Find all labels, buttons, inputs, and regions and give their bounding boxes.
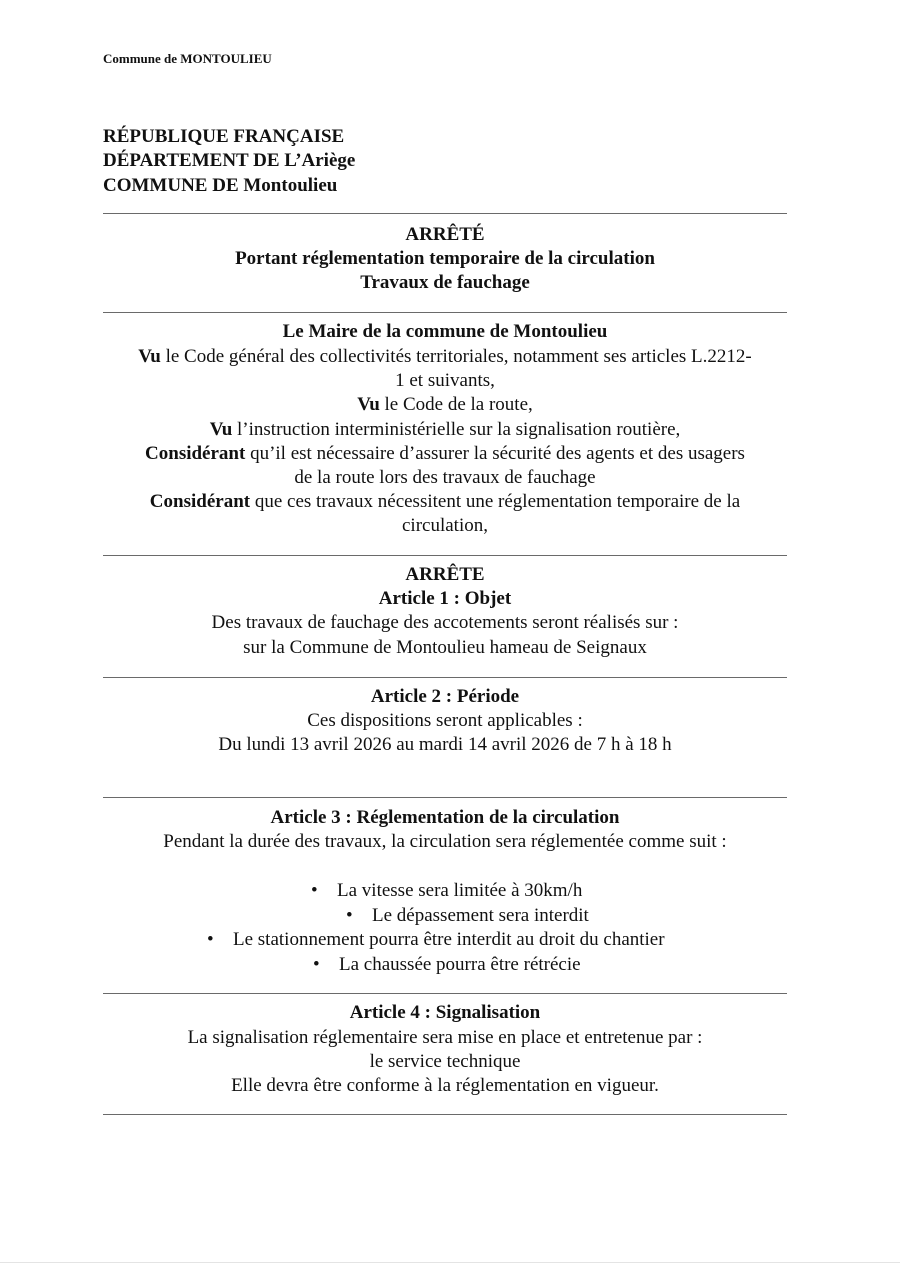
commune-line: COMMUNE DE Montoulieu <box>103 175 338 196</box>
vu-cgct-cont: 1 et suivants, <box>395 370 495 391</box>
article3-line1: Pendant la durée des travaux, la circulation sera réglementée comme suit : <box>163 831 727 852</box>
considerant-keyword: Considérant <box>145 443 246 464</box>
bullet-icon: • <box>311 880 318 901</box>
list-item: • Le dépassement sera interdit <box>346 905 589 926</box>
bullet-icon: • <box>207 929 214 950</box>
considerant-keyword: Considérant <box>149 491 251 512</box>
article4-line2: le service technique <box>369 1051 521 1072</box>
article2-title: Article 2 : Période <box>370 686 520 707</box>
vu-cgct <box>103 345 787 369</box>
considerant-reglementation <box>103 490 787 514</box>
arrete-subject: Portant réglementation temporaire de la circulation <box>235 248 655 269</box>
mayor-line: Le Maire de la commune de Montoulieu <box>282 321 608 342</box>
vu-keyword: Vu <box>357 394 380 415</box>
department-line: DÉPARTEMENT DE L’Ariège <box>103 150 356 171</box>
list-item: • La vitesse sera limitée à 30km/h <box>311 880 583 901</box>
divider <box>103 993 787 994</box>
bullet-icon: • <box>313 954 320 975</box>
divider <box>103 797 787 798</box>
vu-code-route-text: le Code de la route, <box>379 394 533 415</box>
vu-cgct-text: le Code général des collectivités territoriales, notamment ses articles L.2212- <box>160 346 752 367</box>
arrete-title: ARRÊTÉ <box>405 224 485 245</box>
vu-instruction <box>103 418 787 442</box>
decision-title: ARRÊTE <box>405 564 485 585</box>
vu-keyword: Vu <box>209 419 233 440</box>
article2-line2: Du lundi 13 avril 2026 au mardi 14 avril 2026 de 7 h à 18 h <box>218 734 672 755</box>
article4-line3: Elle devra être conforme à la réglementation en vigueur. <box>231 1075 659 1096</box>
divider <box>103 213 787 214</box>
divider <box>103 1114 787 1115</box>
divider <box>103 677 787 678</box>
divider <box>103 312 787 313</box>
list-item: • Le stationnement pourra être interdit au droit du chantier <box>207 929 665 950</box>
republic-line: RÉPUBLIQUE FRANÇAISE <box>103 126 345 147</box>
article1-line2: sur la Commune de Montoulieu hameau de Seignaux <box>243 637 647 658</box>
article1-title: Article 1 : Objet <box>378 588 512 609</box>
considerant-reglementation-cont: circulation, <box>402 515 488 536</box>
list-item: • La chaussée pourra être rétrécie <box>313 954 581 975</box>
considerant-securite <box>103 442 787 466</box>
vu-keyword: Vu <box>138 346 161 367</box>
article1-line1: Des travaux de fauchage des accotements seront réalisés sur : <box>211 612 679 633</box>
commune-header: Commune de MONTOULIEU <box>103 51 272 66</box>
article4-title: Article 4 : Signalisation <box>349 1002 541 1023</box>
article2-line1: Ces dispositions seront applicables : <box>307 710 583 731</box>
arrete-work: Travaux de fauchage <box>360 272 530 293</box>
bullet-icon: • <box>346 905 353 926</box>
considerant-reglementation-text: que ces travaux nécessitent une réglementation temporaire de la <box>250 491 741 512</box>
article4-line1: La signalisation réglementaire sera mise en place et entretenue par : <box>187 1027 703 1048</box>
vu-instruction-text: l’instruction interministérielle sur la signalisation routière, <box>232 419 681 440</box>
divider <box>103 555 787 556</box>
considerant-securite-cont: de la route lors des travaux de fauchage <box>294 467 596 488</box>
scan-edge <box>0 1262 900 1263</box>
vu-code-route <box>103 393 787 417</box>
considerant-securite-text: qu’il est nécessaire d’assurer la sécurité des agents et des usagers <box>245 443 745 464</box>
article3-title: Article 3 : Réglementation de la circulation <box>270 807 620 828</box>
